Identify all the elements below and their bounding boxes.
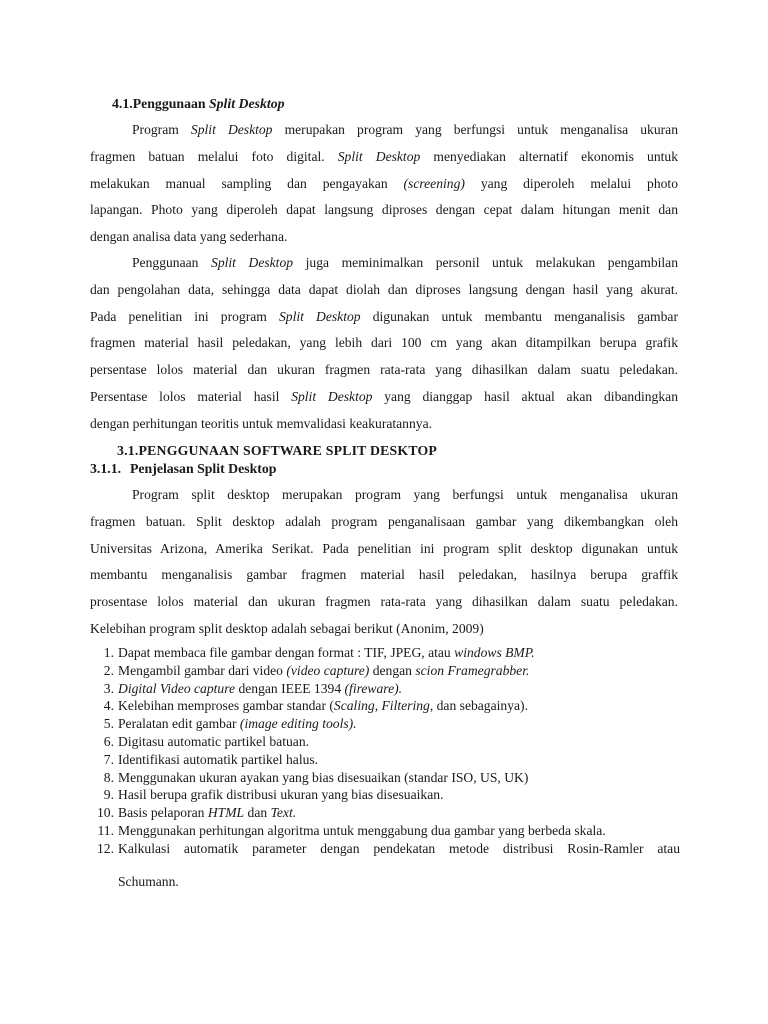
paragraph-line <box>90 589 678 616</box>
list-item <box>90 733 680 751</box>
list-item-line <box>118 873 680 891</box>
paragraph-line <box>90 277 678 304</box>
list-item-number: 10. <box>97 805 114 821</box>
list-item <box>90 804 680 822</box>
list-item-number: 9. <box>103 787 114 803</box>
list-item-line <box>118 840 680 858</box>
paragraph-line <box>90 197 678 224</box>
list-item <box>90 697 680 715</box>
text-run: Hasil berupa grafik distribusi ukuran yang bias disesuaikan. <box>118 787 444 803</box>
italic-term: scion Framegrabber. <box>415 662 530 678</box>
text-run: Digitasu automatic partikel batuan. <box>118 733 310 749</box>
paragraph-split-desktop-intro <box>90 117 678 251</box>
italic-term: windows BMP. <box>454 645 535 660</box>
list-item-number: 2. <box>103 662 114 678</box>
text-run: Program <box>132 122 191 137</box>
text-run: Basis pelaporan <box>118 805 208 821</box>
text-run: Schumann. <box>118 873 179 889</box>
italic-term: Digital Video capture <box>118 680 236 696</box>
paragraph-line <box>90 411 678 438</box>
list-item-number: 11. <box>97 822 114 838</box>
italic-term: Split Desktop <box>211 255 294 270</box>
italic-term: (image editing tools). <box>239 716 357 732</box>
list-item-number: 8. <box>103 769 114 785</box>
text-run: Universitas Arizona, Amerika Serikat. Pada penelitian ini program split desktop digunakan untuk <box>90 540 678 556</box>
paragraph-line <box>90 171 678 198</box>
italic-term: Split Desktop <box>190 122 273 137</box>
text-run: lapangan. Photo yang diperoleh dapat langsung diproses dengan cepat dalam hitungan menit dan <box>90 202 678 218</box>
text-run: Penggunaan <box>132 255 212 270</box>
text-run: fragmen material hasil peledakan, yang lebih dari 100 cm yang akan ditampilkan berupa grafik <box>90 335 678 351</box>
list-item-number: 1. <box>103 645 114 660</box>
text-run: Program split desktop merupakan program yang berfungsi untuk menganalisa ukuran <box>132 487 678 502</box>
text-run: dengan analisa data yang sederhana. <box>90 229 288 245</box>
italic-term: Scaling, Filtering <box>333 698 430 714</box>
text-run: dengan IEEE 1394 <box>235 680 345 696</box>
section-heading-3-1: 3.1.PENGGUNAAN SOFTWARE SPLIT DESKTOP <box>117 443 438 458</box>
list-item <box>90 680 680 698</box>
paragraph-line <box>90 509 678 536</box>
paragraph-line <box>90 357 678 384</box>
italic-term: (video capture) <box>286 662 370 678</box>
list-item-number: 3. <box>103 680 114 696</box>
text-run: digunakan untuk membantu menganalisis gambar <box>360 308 678 324</box>
list-item <box>90 840 680 891</box>
paragraph-line <box>90 330 678 357</box>
text-run: menyediakan alternatif ekonomis untuk <box>420 148 678 164</box>
list-item <box>90 644 680 662</box>
italic-term: Text. <box>270 805 297 821</box>
paragraph-line <box>90 384 678 411</box>
paragraph-split-desktop-explanation <box>90 482 678 643</box>
list-item <box>90 769 680 787</box>
list-item <box>90 751 680 769</box>
paragraph-line <box>90 562 678 589</box>
text-run: dan <box>244 805 271 821</box>
italic-term: Split Desktop <box>337 148 421 164</box>
text-run: dan pengolahan data, sehingga data dapat diolah dan diproses langsung dengan hasil yang akurat. <box>90 281 678 297</box>
text-run: Dapat membaca file gambar dengan format : TIF, JPEG, atau <box>118 645 455 660</box>
text-run: juga meminimalkan personil untuk melakukan pengambilan <box>293 255 679 270</box>
text-run: persentase lolos material dan ukuran fragmen rata-rata yang dihasilkan dalam suatu peledakan. <box>90 362 678 378</box>
text-run: dengan perhitungan teoritis untuk memvalidasi keakuratannya. <box>90 415 433 431</box>
text-run: dengan <box>369 662 416 678</box>
text-run: merupakan program yang berfungsi untuk menganalisa ukuran <box>272 122 678 137</box>
paragraph-line <box>90 250 678 277</box>
paragraph-split-desktop-usage <box>90 250 678 438</box>
italic-term: Split Desktop <box>278 308 361 324</box>
text-run: melakukan manual sampling dan pengayakan <box>90 175 404 191</box>
list-item <box>90 715 680 733</box>
text-run: prosentase lolos material dan ukuran fragmen rata-rata yang dihasilkan dalam suatu peledakan. <box>90 594 678 610</box>
paragraph-line <box>90 616 678 643</box>
list-item <box>90 786 680 804</box>
list-item-number: 4. <box>103 698 114 714</box>
text-run: Kalkulasi automatik parameter dengan pendekatan metode distribusi Rosin-Ramler atau <box>118 840 680 856</box>
subsection-heading-3-1-1: 3.1.1. Penjelasan Split Desktop <box>90 461 277 476</box>
section-heading-4-1: 4.1.Penggunaan Split Desktop <box>112 96 285 111</box>
list-item <box>90 822 680 840</box>
text-run: fragmen batuan melalui foto digital. <box>90 148 338 164</box>
paragraph-line <box>90 224 678 251</box>
text-run: membantu menganalisis gambar fragmen material hasil peledakan, hasilnya berupa graffik <box>90 567 678 583</box>
text-run: Kelebihan memproses gambar standar ( <box>118 698 334 714</box>
features-list <box>90 644 680 890</box>
text-run: Identifikasi automatik partikel halus. <box>118 751 319 767</box>
text-run: Kelebihan program split desktop adalah sebagai berikut (Anonim, 2009) <box>90 620 484 636</box>
italic-term: (screening) <box>403 175 465 191</box>
italic-term: Split Desktop <box>291 388 373 404</box>
paragraph-line <box>90 304 678 331</box>
list-item-number: 6. <box>103 733 114 749</box>
text-run: , dan sebagainya). <box>429 698 528 714</box>
paragraph-line <box>90 536 678 563</box>
text-run: Pada penelitian ini program <box>90 308 279 324</box>
italic-term: (fireware). <box>344 680 403 696</box>
text-run: Persentase lolos material hasil <box>90 388 292 404</box>
paragraph-line <box>90 144 678 171</box>
text-run: yang diperoleh melalui photo <box>464 175 678 191</box>
paragraph-line <box>90 117 678 144</box>
paragraph-line <box>90 482 678 509</box>
list-item-number: 7. <box>103 751 114 767</box>
italic-term: HTML <box>207 805 245 821</box>
text-run: fragmen batuan. Split desktop adalah program penganalisaan gambar yang dikembangkan oleh <box>90 513 678 529</box>
text-run: Peralatan edit gambar <box>118 716 240 732</box>
list-item <box>90 662 680 680</box>
text-run: Menggunakan ukuran ayakan yang bias disesuaikan (standar ISO, US, UK) <box>118 769 529 785</box>
list-item-number: 12. <box>97 840 114 856</box>
text-run: Mengambil gambar dari video <box>118 662 287 678</box>
text-run: yang dianggap hasil aktual akan dibandingkan <box>372 388 678 404</box>
list-item-number: 5. <box>103 716 114 732</box>
text-run: Menggunakan perhitungan algoritma untuk menggabung dua gambar yang berbeda skala. <box>118 822 606 838</box>
